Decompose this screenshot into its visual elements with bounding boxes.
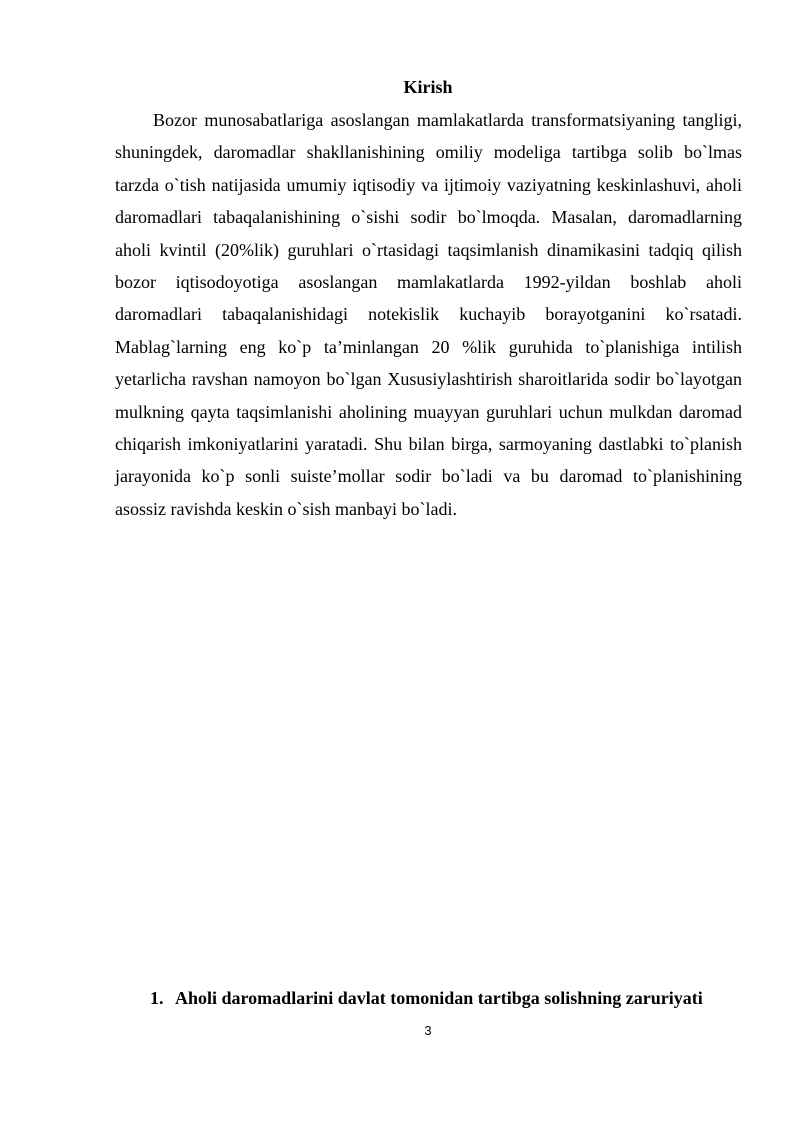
- page-number: 3: [424, 1023, 432, 1038]
- section-heading-text: Aholi daromadlarini davlat tomonidan tartibga solishning zaruriyati: [175, 988, 703, 1008]
- body-paragraph: Bozor munosabatlariga asoslangan mamlakatlarda transformatsiyaning tangligi, shuningdek, daromadlar shakllanishining omiliy modeliga tartibga solib bo`lmas tarzda o`tish natijasida umumiy iqtisodiy va ijtimoiy vaziyatning keskinlashuvi, aholi daromadlari tabaqalanishining o`sishi sodir bo`lmoqda. Masalan, daromadlarning aholi kvintil (20%lik) guruhlari o`rtasidagi taqsimlanish dinamikasini tadqiq qilish bozor iqtisodoyotiga asoslangan mamlakatlarda 1992-yildan boshlab aholi daromadlari tabaqalanishidagi notekislik kuchayib borayotganini ko`rsatadi. Mablag`larning eng ko`p ta’minlangan 20 %lik guruhida to`planishiga intilish yetarlicha ravshan namoyon bo`lgan Xususiylashtirish sharoitlarida sodir bo`layotgan mulkning qayta taqsimlanishi aholining muayyan guruhlari uchun mulkdan daromad chiqarish imkoniyatlarini yaratadi. Shu bilan birga, sarmoyaning dastlabki to`planish jarayonida ko`p sonli suiste’mollar sodir bo`ladi va bu daromad to`planishining asossiz ravishda keskin o`sish manbayi bo`ladi.: [115, 110, 742, 519]
- page-title: Kirish: [403, 77, 453, 97]
- section-heading: [150, 985, 770, 1011]
- section-number: 1.: [150, 988, 164, 1008]
